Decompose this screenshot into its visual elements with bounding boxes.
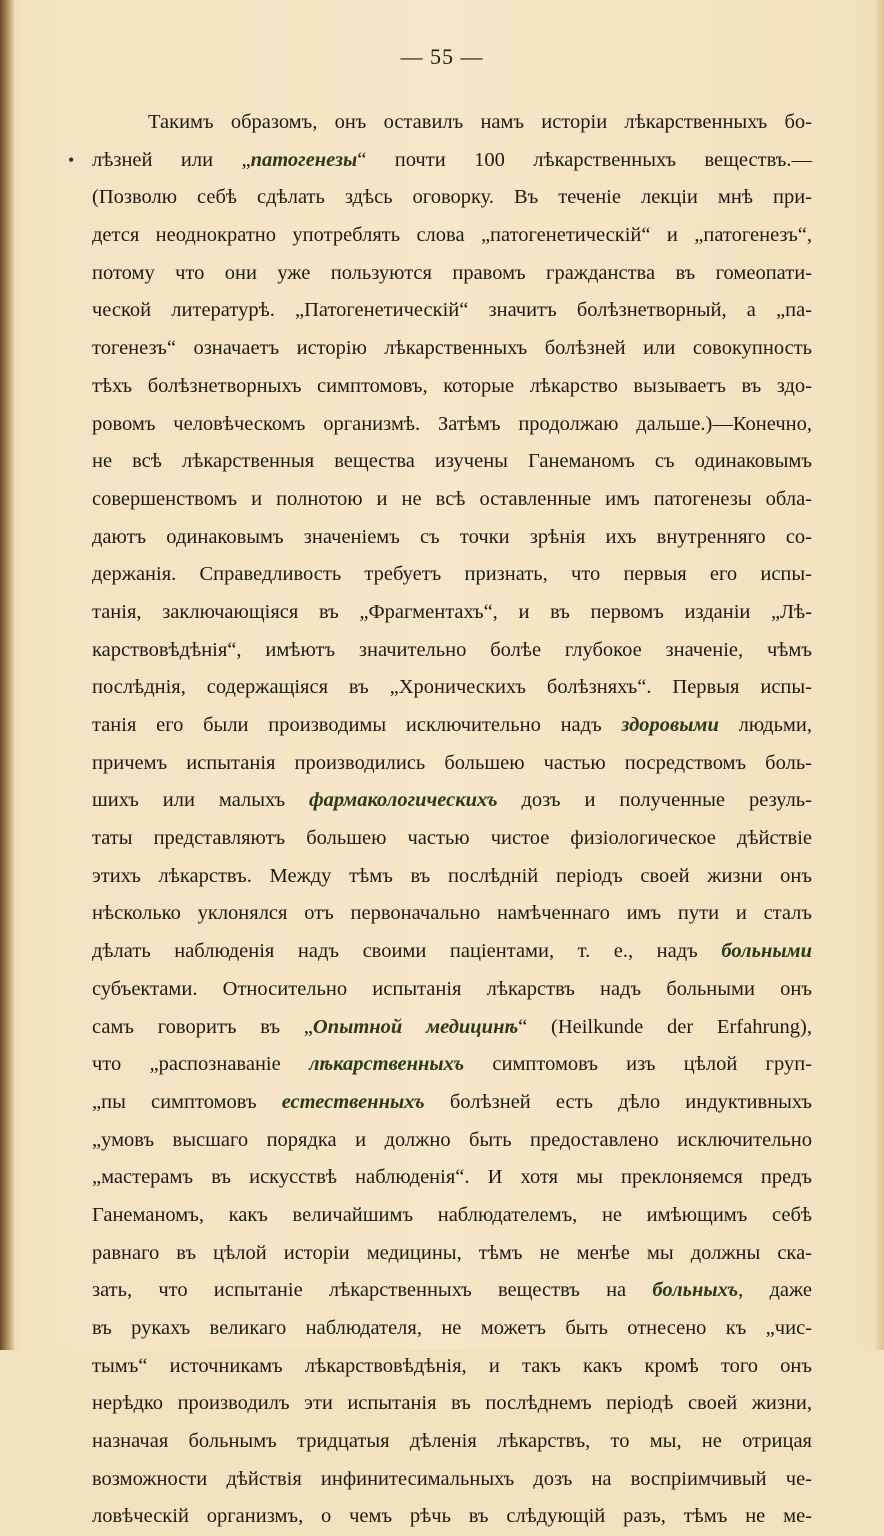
text-line — [92, 594, 812, 632]
text-line — [92, 782, 812, 820]
text-line — [92, 745, 812, 783]
text-line — [92, 330, 812, 368]
text-line — [92, 632, 812, 670]
text-segment: болѣзней есть дѣло индуктивныхъ — [424, 1090, 813, 1113]
text-segment: субъектами. Относительно испытанія лѣкарствъ надъ больными онъ — [92, 977, 812, 1000]
text-segment: тѣхъ болѣзнетворныхъ симптомовъ, которые лѣкарство вызываетъ въ здо- — [92, 374, 812, 397]
emphasized-term: Опытной медицинѣ — [312, 1015, 519, 1038]
margin-mark: • — [68, 150, 75, 170]
text-segment: держанія. Справедливость требуетъ признать, что первыя его испы- — [92, 563, 812, 586]
text-line — [92, 1310, 812, 1348]
emphasized-term: фармакологическихъ — [309, 789, 498, 812]
text-segment: карствовѣдѣнія“, имѣютъ значительно болѣе глубокое значеніе, чѣмъ — [92, 638, 812, 661]
text-line — [92, 1235, 812, 1273]
text-segment: ловѣческій организмъ, о чемъ рѣчь въ слѣдующій разъ, тѣмъ не ме- — [92, 1505, 812, 1528]
page-shadow — [874, 0, 884, 1350]
text-line — [92, 142, 812, 180]
text-segment: дѣлать наблюденія надъ своими паціентами, т. е., надъ — [92, 940, 722, 963]
text-line — [92, 1197, 812, 1235]
text-segment: тогенезъ“ означаетъ исторію лѣкарственныхъ болѣзней или совокупность — [92, 337, 812, 360]
text-line — [92, 971, 812, 1009]
text-segment: совершенствомъ и полнотою и не всѣ оставленные имъ патогенезы обла- — [92, 487, 812, 510]
text-line — [92, 669, 812, 707]
text-line — [92, 443, 812, 481]
text-line — [92, 406, 812, 444]
text-segment: симптомовъ изъ цѣлой груп- — [464, 1053, 812, 1076]
text-segment: Такимъ образомъ, онъ оставилъ намъ исторіи лѣкарственныхъ бо- — [148, 111, 812, 133]
text-line — [92, 368, 812, 406]
text-segment: ческой литературѣ. „Патогенетическій“ значитъ болѣзнетворный, а „па- — [92, 299, 812, 322]
text-segment: танія, заключающіяся въ „Фрагментахъ“, и въ первомъ изданіи „Лѣ- — [92, 600, 812, 623]
text-segment: назначая больнымъ тридцатыя дѣленія лѣкарствъ, то мы, не отрицая — [92, 1430, 812, 1453]
text-segment: дется неоднократно употреблять слова „патогенетическій“ и „патогенезъ“, — [92, 224, 812, 247]
text-line — [92, 217, 812, 255]
text-segment: тымъ“ источникамъ лѣкарствовѣдѣнія, и такъ какъ кромѣ того онъ — [92, 1354, 812, 1377]
text-segment: ровомъ человѣческомъ организмѣ. Затѣмъ продолжаю дальше.)—Конечно, — [92, 412, 812, 435]
text-segment: таты представляютъ большею частью чистое физіологическое дѣйствіе — [92, 827, 812, 850]
text-line — [92, 255, 812, 293]
text-segment: нѣсколько уклонялся отъ первоначально намѣченнаго имъ пути и сталъ — [92, 902, 812, 925]
text-line — [92, 1122, 812, 1160]
text-line — [92, 895, 812, 933]
text-segment: этихъ лѣкарствъ. Между тѣмъ въ послѣдній періодъ своей жизни онъ — [92, 864, 812, 887]
text-segment: “ (Heilkunde der Erfahrung), — [518, 1015, 812, 1038]
text-line — [92, 1159, 812, 1197]
text-line — [92, 1272, 812, 1310]
text-line — [92, 858, 812, 896]
text-segment: равнаго въ цѣлой исторіи медицины, тѣмъ не менѣе мы должны ска- — [92, 1241, 812, 1264]
text-line — [92, 1461, 812, 1499]
text-segment: дозъ и полученные резуль- — [497, 789, 812, 812]
text-line — [92, 481, 812, 519]
text-segment: „умовъ высшаго порядка и должно быть предоставлено исключительно — [92, 1128, 812, 1151]
text-segment: возможности дѣйствія инфинитесимальныхъ дозъ на воспріимчивый че- — [92, 1467, 812, 1490]
text-segment: причемъ испытанія производились большею частью посредствомъ боль- — [92, 751, 812, 774]
text-line — [92, 1046, 812, 1084]
binding-edge — [0, 0, 14, 1350]
text-segment: Ганеманомъ, какъ величайшимъ наблюдателемъ, не имѣющимъ себѣ — [92, 1203, 812, 1226]
text-segment: „пы симптомовъ — [92, 1090, 282, 1113]
page-number: — 55 — — [400, 44, 484, 69]
text-segment: людьми, — [718, 714, 812, 736]
text-line — [92, 519, 812, 557]
text-line — [92, 179, 812, 217]
text-segment: даютъ одинаковымъ значеніемъ съ точки зрѣнія ихъ внутренняго со- — [92, 525, 812, 548]
emphasized-term: больными — [721, 940, 812, 963]
text-segment: (Позволю себѣ сдѣлать здѣсь оговорку. Въ теченіе лекціи мнѣ при- — [92, 186, 812, 209]
text-segment: что „распознаваніе — [92, 1053, 309, 1076]
text-line — [92, 292, 812, 330]
emphasized-term: больныхъ — [652, 1279, 739, 1302]
text-segment: лѣзней или „ — [92, 148, 251, 171]
text-line — [92, 820, 812, 858]
text-segment: танія его были производимы исключительно надъ — [92, 714, 622, 736]
text-line — [92, 1423, 812, 1461]
text-segment: зать, что испытаніе лѣкарственныхъ веществъ на — [92, 1279, 653, 1302]
emphasized-term: патогенезы — [250, 148, 358, 171]
text-segment: не всѣ лѣкарственныя вещества изучены Ганеманомъ съ одинаковымъ — [92, 450, 812, 473]
text-line — [92, 556, 812, 594]
text-segment: „мастерамъ въ искусствѣ наблюденія“. И хотя мы преклоняемся предъ — [92, 1166, 812, 1189]
text-segment: потому что они уже пользуются правомъ гражданства въ гомеопати- — [92, 261, 812, 284]
text-segment: шихъ или малыхъ — [92, 789, 309, 812]
emphasized-term: лѣкарственныхъ — [308, 1053, 465, 1076]
body-text — [92, 104, 812, 1536]
text-segment: послѣднія, содержащіяся въ „Хроническихъ болѣзняхъ“. Первыя испы- — [92, 676, 812, 699]
text-line — [92, 1385, 812, 1423]
text-segment: въ рукахъ великаго наблюдателя, не можетъ быть отнесено къ „чис- — [92, 1317, 812, 1339]
text-line — [92, 1084, 812, 1122]
text-line — [92, 707, 812, 745]
text-segment: “ почти 100 лѣкарственныхъ веществъ.— — [357, 148, 812, 171]
text-segment: самъ говоритъ въ „ — [92, 1015, 313, 1038]
text-segment: нерѣдко производилъ эти испытанія въ послѣднемъ періодѣ своей жизни, — [92, 1392, 812, 1415]
text-line — [92, 104, 812, 142]
text-line — [92, 1009, 812, 1047]
text-line — [92, 1498, 812, 1536]
emphasized-term: естественныхъ — [281, 1090, 425, 1113]
text-line — [92, 933, 812, 971]
text-line — [92, 1348, 812, 1386]
text-segment: , даже — [738, 1279, 812, 1302]
emphasized-term: здоровыми — [621, 714, 719, 736]
